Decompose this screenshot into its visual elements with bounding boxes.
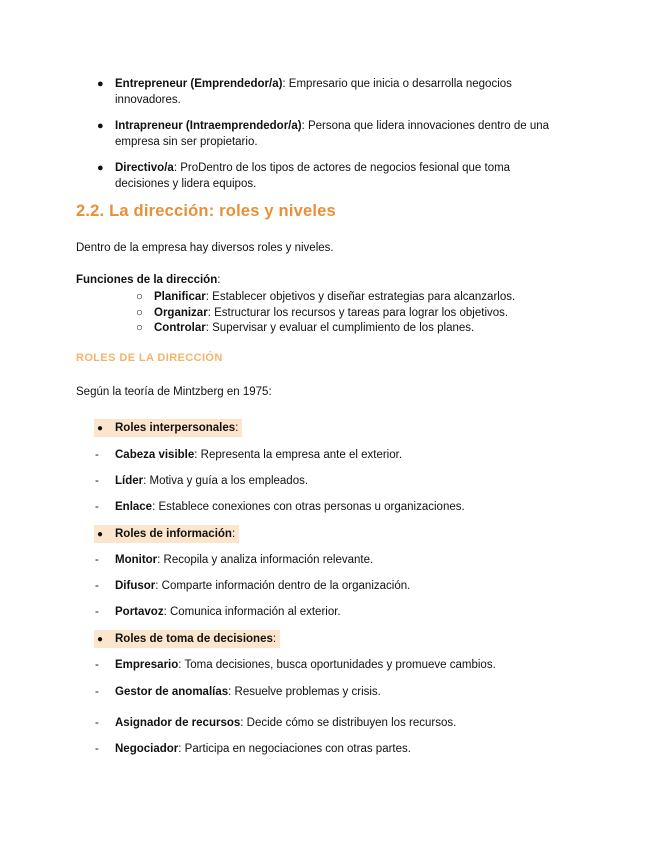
- role-item-empresario: [95, 657, 496, 673]
- function-text: : Establecer objetivos y diseñar estrategias para alcanzarlos.: [205, 291, 516, 303]
- dash-bullet: -: [95, 717, 99, 729]
- role-item-lider: [95, 473, 308, 489]
- role-item-enlace: [95, 499, 465, 515]
- role-text: : Resuelve problemas y crisis.: [228, 686, 381, 698]
- role-text: : Participa en negociaciones con otras partes.: [178, 743, 411, 755]
- dash-bullet: -: [95, 449, 99, 461]
- role-term: Líder: [115, 475, 144, 487]
- dash-bullet: -: [95, 501, 99, 513]
- bullet-icon: ●: [97, 529, 104, 540]
- functions-title-text: Funciones de la dirección: [76, 274, 218, 286]
- role-term: Empresario: [115, 659, 179, 671]
- role-text: : Decide cómo se distribuyen los recursos.: [240, 717, 457, 729]
- role-item-monitor: [95, 552, 373, 568]
- circle-bullet-icon: ○: [136, 322, 143, 334]
- roles-heading: ROLES DE LA DIRECCIÓN: [76, 352, 223, 364]
- role-text: : Comparte información dentro de la organización.: [155, 580, 411, 592]
- function-term: Planificar: [154, 291, 206, 303]
- role-item-cabeza-visible: [95, 447, 402, 463]
- role-text: : Establece conexiones con otras personas u organizaciones.: [152, 501, 465, 513]
- role-item-negociador: [95, 741, 411, 757]
- dash-bullet: -: [95, 580, 99, 592]
- functions-title-suffix: :: [217, 274, 221, 286]
- bullet-text: : ProDentro de los tipos de actores de negocios fesional que toma: [173, 162, 511, 174]
- function-item-controlar: [136, 321, 474, 336]
- role-text: : Recopila y analiza información relevante.: [157, 554, 374, 566]
- bullet-text-continued: decisiones y lidera equipos.: [115, 178, 257, 190]
- circle-bullet-icon: ○: [136, 291, 143, 303]
- bullet-icon: ●: [97, 162, 104, 174]
- role-term: Enlace: [115, 501, 153, 513]
- function-item-organizar: [136, 306, 508, 321]
- bullet-item-intrapreneur: [97, 118, 577, 150]
- role-term: Portavoz: [115, 606, 164, 618]
- role-term: Gestor de anomalías: [115, 686, 229, 698]
- bullet-term: Directivo/a: [115, 162, 174, 174]
- bullet-term: Entrepreneur (Emprendedor/a): [115, 78, 283, 90]
- bullet-item-directivo: [97, 160, 577, 192]
- role-term: Negociador: [115, 743, 179, 755]
- role-term: Monitor: [115, 554, 158, 566]
- role-text: : Representa la empresa ante el exterior.: [194, 449, 403, 461]
- functions-title: [76, 272, 220, 288]
- role-group-title: Roles de información: [115, 528, 232, 540]
- dash-bullet: -: [95, 743, 99, 755]
- function-text: : Supervisar y evaluar el cumplimiento de los planes.: [205, 322, 475, 334]
- dash-bullet: -: [95, 554, 99, 566]
- role-group-title: Roles interpersonales: [115, 422, 236, 434]
- role-term: Cabeza visible: [115, 449, 195, 461]
- bullet-term: Intrapreneur (Intraemprendedor/a): [115, 120, 302, 132]
- bullet-icon: ●: [97, 120, 104, 132]
- role-group-informacion: [94, 525, 239, 543]
- role-text: : Comunica información al exterior.: [163, 606, 341, 618]
- dash-bullet: -: [95, 475, 99, 487]
- function-term: Controlar: [154, 322, 206, 334]
- role-group-interpersonal: [94, 419, 242, 437]
- mintzberg-paragraph: Según la teoría de Mintzberg en 1975:: [76, 386, 272, 398]
- function-text: : Estructurar los recursos y tareas para lograr los objetivos.: [207, 307, 509, 319]
- role-term: Asignador de recursos: [115, 717, 241, 729]
- role-group-title: Roles de toma de decisiones: [115, 633, 273, 645]
- section-heading: 2.2. La dirección: roles y niveles: [76, 202, 336, 220]
- bullet-item-entrepreneur: [97, 76, 577, 108]
- bullet-icon: ●: [97, 634, 104, 645]
- role-item-portavoz: [95, 604, 341, 620]
- role-item-asignador-recursos: [95, 715, 456, 731]
- role-text: : Toma decisiones, busca oportunidades y promueve cambios.: [178, 659, 496, 671]
- role-term: Difusor: [115, 580, 156, 592]
- role-item-difusor: [95, 578, 410, 594]
- dash-bullet: -: [95, 606, 99, 618]
- dash-bullet: -: [95, 659, 99, 671]
- role-item-gestor-anomalias: [95, 684, 381, 700]
- dash-bullet: -: [95, 686, 99, 698]
- role-text: : Motiva y guía a los empleados.: [143, 475, 309, 487]
- role-group-suffix: :: [235, 422, 239, 434]
- bullet-text-continued: innovadores.: [115, 94, 181, 106]
- function-item-planificar: [136, 290, 515, 305]
- intro-paragraph: Dentro de la empresa hay diversos roles y niveles.: [76, 242, 334, 254]
- role-group-suffix: :: [231, 528, 236, 540]
- role-group-suffix: :: [272, 633, 277, 645]
- bullet-text: : Persona que lidera innovaciones dentro de una: [301, 120, 550, 132]
- circle-bullet-icon: ○: [136, 307, 143, 319]
- bullet-icon: ●: [97, 423, 104, 434]
- function-term: Organizar: [154, 307, 208, 319]
- role-group-decisiones: [94, 630, 280, 648]
- bullet-icon: ●: [97, 78, 104, 90]
- bullet-text-continued: empresa sin ser propietario.: [115, 136, 258, 148]
- bullet-text: : Empresario que inicia o desarrolla negocios: [282, 78, 512, 90]
